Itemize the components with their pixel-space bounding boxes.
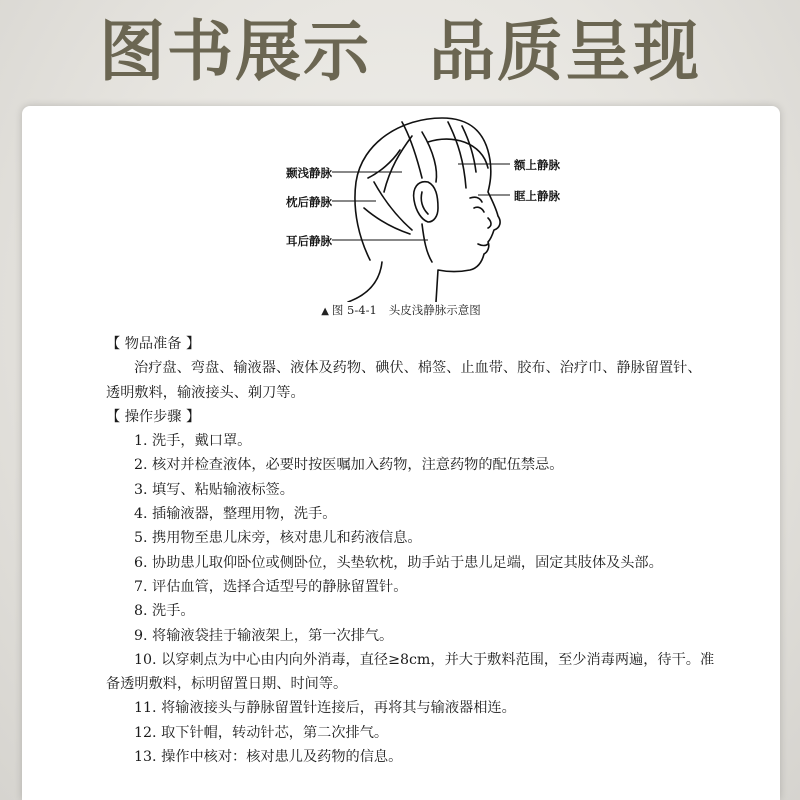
step-item: 11. 将输液接头与静脉留置针连接后，再将其与输液器相连。: [134, 700, 516, 717]
step-item-continued: 备透明敷料，标明留置日期、时间等。: [106, 676, 348, 693]
caption-title: 头皮浅静脉示意图: [388, 303, 481, 317]
step-item: 9. 将输液袋挂于输液架上，第一次排气。: [134, 627, 394, 644]
materials-heading: 【 物品准备 】: [106, 336, 201, 352]
step-item: 5. 携用物至患儿床旁，核对患儿和药液信息。: [134, 530, 422, 547]
book-page: [22, 106, 780, 800]
procedure-text: [106, 332, 726, 769]
step-item: 6. 协助患儿取仰卧位或侧卧位，头垫软枕，助手站于患儿足端，固定其肢体及头部。: [134, 554, 663, 571]
materials-line: 透明敷料，输液接头、剃刀等。: [106, 384, 305, 401]
step-item: 12. 取下针帽，转动针芯，第二次排气。: [134, 724, 389, 741]
label-temporal-vein: 颞浅静脉: [286, 166, 332, 180]
step-item: 10. 以穿刺点为中心由内向外消毒，直径≥8cm，并大于敷料范围，至少消毒两遍，待干。准: [134, 651, 715, 668]
step-item: 2. 核对并检查液体，必要时按医嘱加入药物，注意药物的配伍禁忌。: [134, 457, 564, 474]
caption-number: 图 5-4-1: [331, 303, 377, 317]
label-auricular-vein: 耳后静脉: [286, 234, 332, 248]
banner-title-left: 图书展示: [99, 13, 371, 90]
caption-marker: ▲: [321, 306, 329, 317]
label-supraorbital-vein: 眶上静脉: [514, 189, 560, 203]
label-frontal-vein: 额上静脉: [514, 158, 560, 172]
label-occipital-vein: 枕后静脉: [286, 195, 332, 209]
banner-title-right: 品质呈现: [429, 13, 701, 90]
step-item: 7. 评估血管，选择合适型号的静脉留置针。: [134, 578, 408, 595]
materials-line: 治疗盘、弯盘、输液器、液体及药物、碘伏、棉签、止血带、胶布、治疗巾、静脉留置针、: [134, 360, 702, 377]
step-item: 1. 洗手，戴口罩。: [134, 433, 252, 450]
step-item: 3. 填写、粘贴输液标签。: [134, 481, 294, 498]
step-item: 8. 洗手。: [134, 603, 195, 620]
step-item: 13. 操作中核对：核对患儿及药物的信息。: [134, 749, 403, 766]
step-item: 4. 插输液器，整理用物，洗手。: [134, 506, 337, 523]
head-vein-figure: [252, 112, 560, 302]
figure-caption: [22, 302, 780, 318]
steps-heading: 【 操作步骤 】: [106, 408, 201, 425]
promo-banner: [0, 0, 800, 104]
